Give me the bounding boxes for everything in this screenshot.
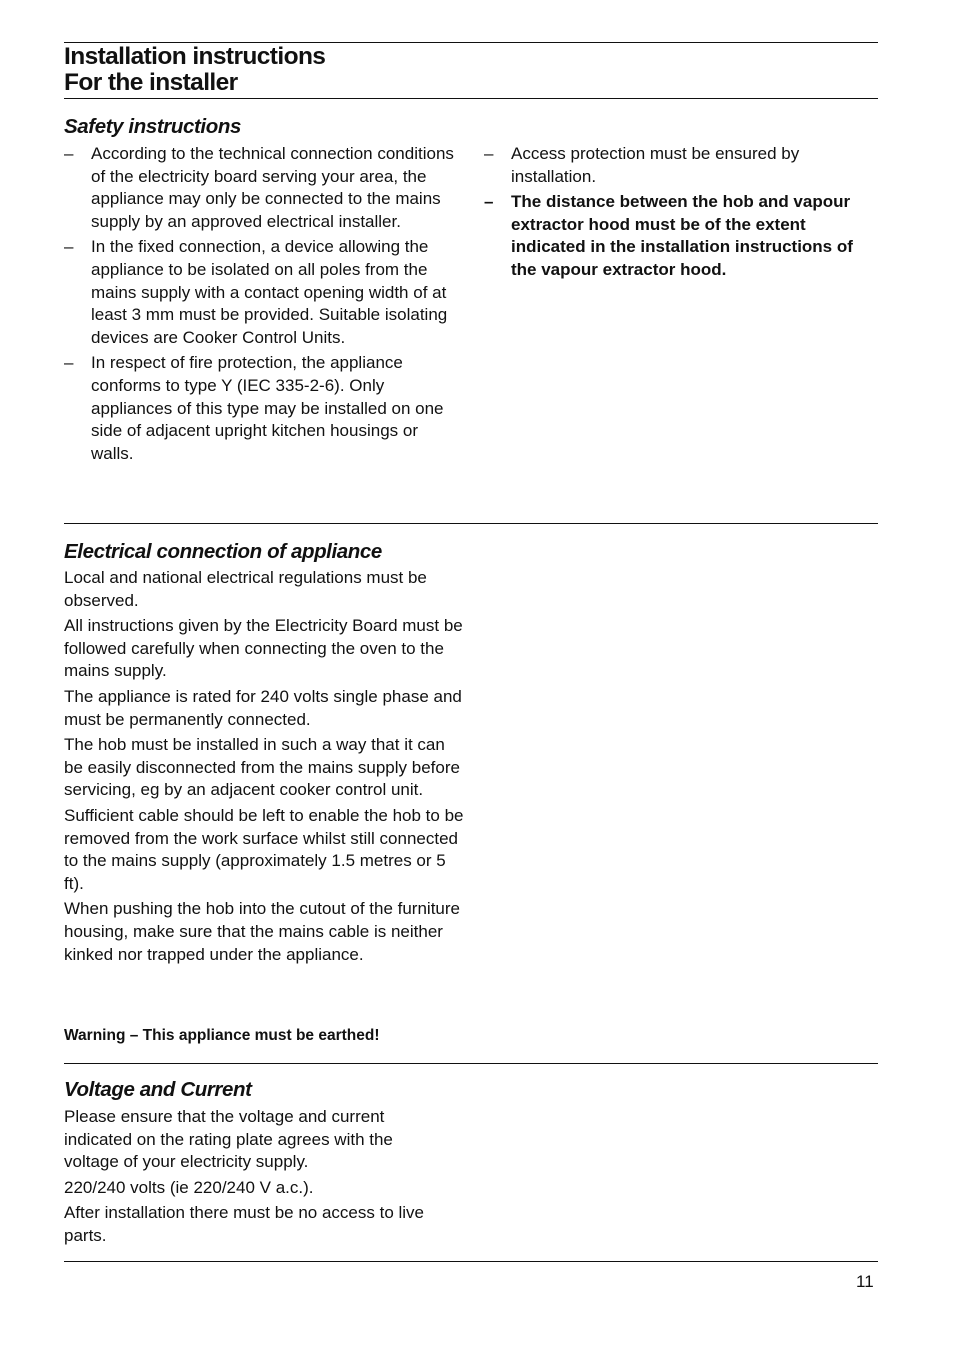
footer-rule (64, 1261, 878, 1262)
paragraph: After installation there must be no access to live parts. (64, 1203, 425, 1245)
list-item (64, 352, 456, 465)
list-item (484, 191, 876, 281)
paragraph: The appliance is rated for 240 volts single phase and must be permanently connected. (64, 686, 462, 729)
section-rule (64, 523, 878, 524)
title-rule (64, 98, 878, 99)
electrical-column (64, 567, 464, 969)
page-number: 11 (856, 1272, 874, 1291)
list-item-text: In the fixed connection, a device allowing the appliance to be isolated on all poles from the mains supply with a contact opening width of at least 3 mm must be provided. Suitable isolating devices are Cooker Control Units. (91, 237, 448, 347)
dash-marker: – (64, 237, 74, 257)
dash-marker: – (64, 353, 74, 373)
voltage-column (64, 1106, 444, 1251)
paragraph: When pushing the hob into the cutout of the furniture housing, make sure that the mains cable is neither kinked nor trapped under the appliance. (64, 899, 460, 964)
dash-marker: – (64, 144, 74, 163)
section-rule (64, 1063, 878, 1064)
list-item-text: According to the technical connection conditions of the electricity board serving your area, the appliance may only be connected to the mains supply by an approved electrical installer. (91, 144, 454, 231)
list-item (64, 143, 456, 233)
list-item (484, 143, 876, 188)
safety-right-column (484, 143, 876, 285)
safety-heading: Safety instructions (64, 115, 241, 138)
page-title (64, 44, 325, 96)
dash-marker: – (484, 192, 494, 212)
list-item-text: In respect of fire protection, the appliance conforms to type Y (IEC 335-2-6). Only appliances of this type may be installed on one side of adjacent upright kitchen housings or walls. (91, 353, 444, 463)
paragraph: 220/240 volts (ie 220/240 V a.c.). (64, 1177, 314, 1197)
voltage-heading: Voltage and Current (64, 1078, 252, 1101)
title-line-2: For the installer (64, 69, 238, 96)
paragraph: Sufficient cable should be left to enable the hob to be removed from the work surface whilst still connected to the mains supply (approximately 1.5 metres or 5 ft). (64, 805, 464, 893)
dash-marker: – (484, 144, 494, 163)
list-item-text: Access protection must be ensured by installation. (511, 144, 800, 186)
paragraph: Please ensure that the voltage and current indicated on the rating plate agrees with the voltage of your electricity supply. (64, 1107, 393, 1172)
list-item-text: The distance between the hob and vapour extractor hood must be of the extent indicated in the installation instructions of the vapour extractor hood. (511, 192, 853, 279)
list-item (64, 236, 456, 349)
title-line-1: Installation instructions (64, 43, 326, 70)
safety-left-column (64, 143, 456, 468)
paragraph: All instructions given by the Electricity Board must be followed carefully when connecting the oven to the mains supply. (64, 616, 463, 681)
electrical-heading: Electrical connection of appliance (64, 540, 382, 563)
paragraph: Local and national electrical regulations must be observed. (64, 568, 427, 610)
paragraph: The hob must be installed in such a way that it can be easily disconnected from the mains supply before servicing, eg by an adjacent cooker control unit. (64, 735, 460, 800)
earth-warning: Warning – This appliance must be earthed! (64, 1027, 380, 1044)
